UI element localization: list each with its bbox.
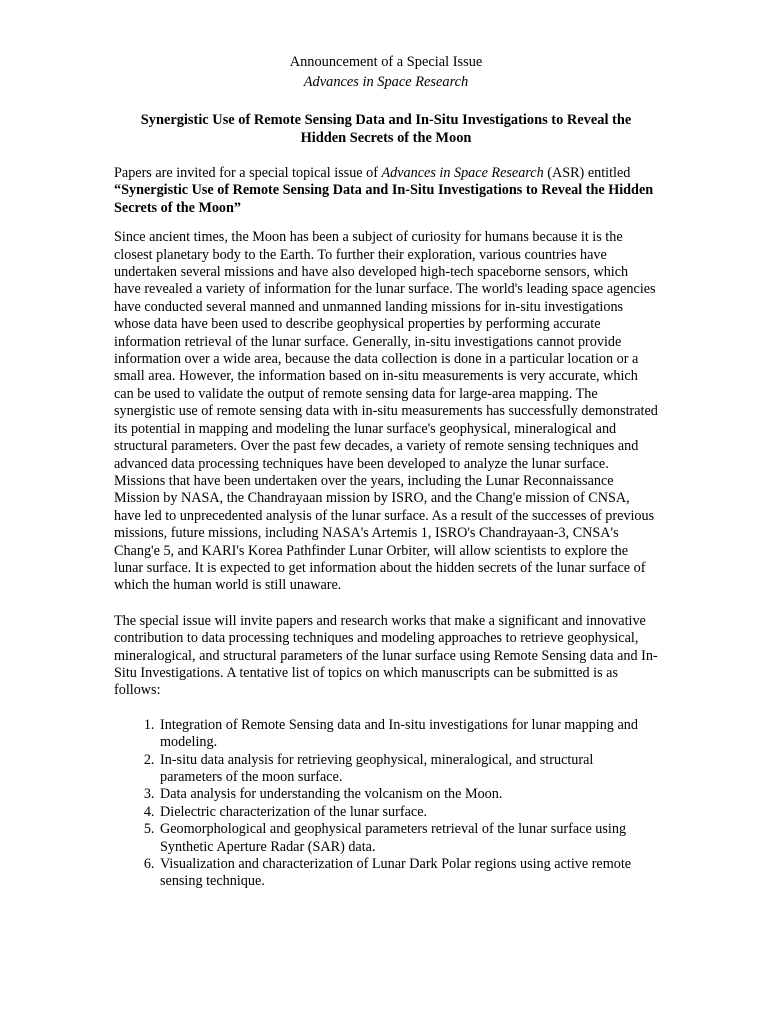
list-item: 2. In-situ data analysis for retrieving geophysical, mineralogical, and structural parameters of the moon surface. [158, 752, 658, 787]
body-paragraph-1: Since ancient times, the Moon has been a subject of curiosity for humans because it is the closest planetary body to the Earth. To further their exploration, various countries have undertaken several missions and have also developed high-tech spaceborne sensors, which have revealed a variety of information for the lunar surface. The world's leading space agencies have conducted several manned and unmanned landing missions for in-situ investigations whose data have been used to describe geophysical properties by performing accurate information retrieval of the lunar surface. Generally, in-situ investigations cannot provide information over a wide area, because the data collection is done in a particular location or a small area. However, the information based on in-situ measurements is very accurate, which can be used to validate the output of remote sensing data for large-area mapping. The synergistic use of remote sensing data with in-situ measurements has successfully demonstrated its potential in mapping and modeling the lunar surface's geophysical, mineralogical and structural parameters. Over the past few decades, a variety of remote sensing techniques and advanced data processing techniques have been developed to analyze the lunar surface. Missions that have been undertaken over the years, including the Lunar Reconnaissance Mission by NASA, the Chandrayaan mission by ISRO, and the Chang'e mission of CNSA, have led to unprecedented analysis of the lunar surface. As a result of the successes of previous missions, future missions, including NASA's Artemis 1, ISRO's Chandrayaan-3, CNSA's Chang'e 5, and KARI's Korea Pathfinder Lunar Orbiter, will allow scientists to explore the lunar surface. It is expected to get information about the hidden secrets of the lunar surface of which the human world is still unaware. [114, 229, 658, 594]
intro-paragraph [114, 165, 658, 217]
intro-lead: Papers are invited for a special topical issue of [114, 165, 382, 181]
body-paragraph-2: The special issue will invite papers and research works that make a significant and innovative contribution to data processing techniques and modeling approaches to retrieve geophysical, mineralogical, and structural parameters of the lunar surface using Remote Sensing data and In-Situ Investigations. A tentative list of topics on which manuscripts can be submitted is as follows: [114, 612, 658, 699]
announcement-title: Announcement of a Special Issue [289, 54, 483, 70]
journal-name: Advances in Space Research [303, 74, 469, 90]
intro-abbr: (ASR) entitled [543, 165, 631, 181]
topics-list [114, 717, 658, 891]
intro-quoted-title: “Synergistic Use of Remote Sensing Data and In-Situ Investigations to Reveal the Hidden Secrets of the Moon” [114, 182, 654, 216]
special-issue-title: Synergistic Use of Remote Sensing Data and In-Situ Investigations to Reveal the Hidden Secrets of the Moon [140, 112, 632, 146]
list-item: 5. Geomorphological and geophysical parameters retrieval of the lunar surface using Synthetic Aperture Radar (SAR) data. [158, 821, 658, 856]
list-item: 1. Integration of Remote Sensing data and In-situ investigations for lunar mapping and modeling. [158, 717, 658, 752]
list-item: 4. Dielectric characterization of the lunar surface. [158, 804, 658, 821]
intro-journal-ref: Advances in Space Research [381, 165, 544, 181]
list-item: 6. Visualization and characterization of Lunar Dark Polar regions using active remote sensing technique. [158, 856, 658, 891]
list-item: 3. Data analysis for understanding the volcanism on the Moon. [158, 786, 658, 803]
